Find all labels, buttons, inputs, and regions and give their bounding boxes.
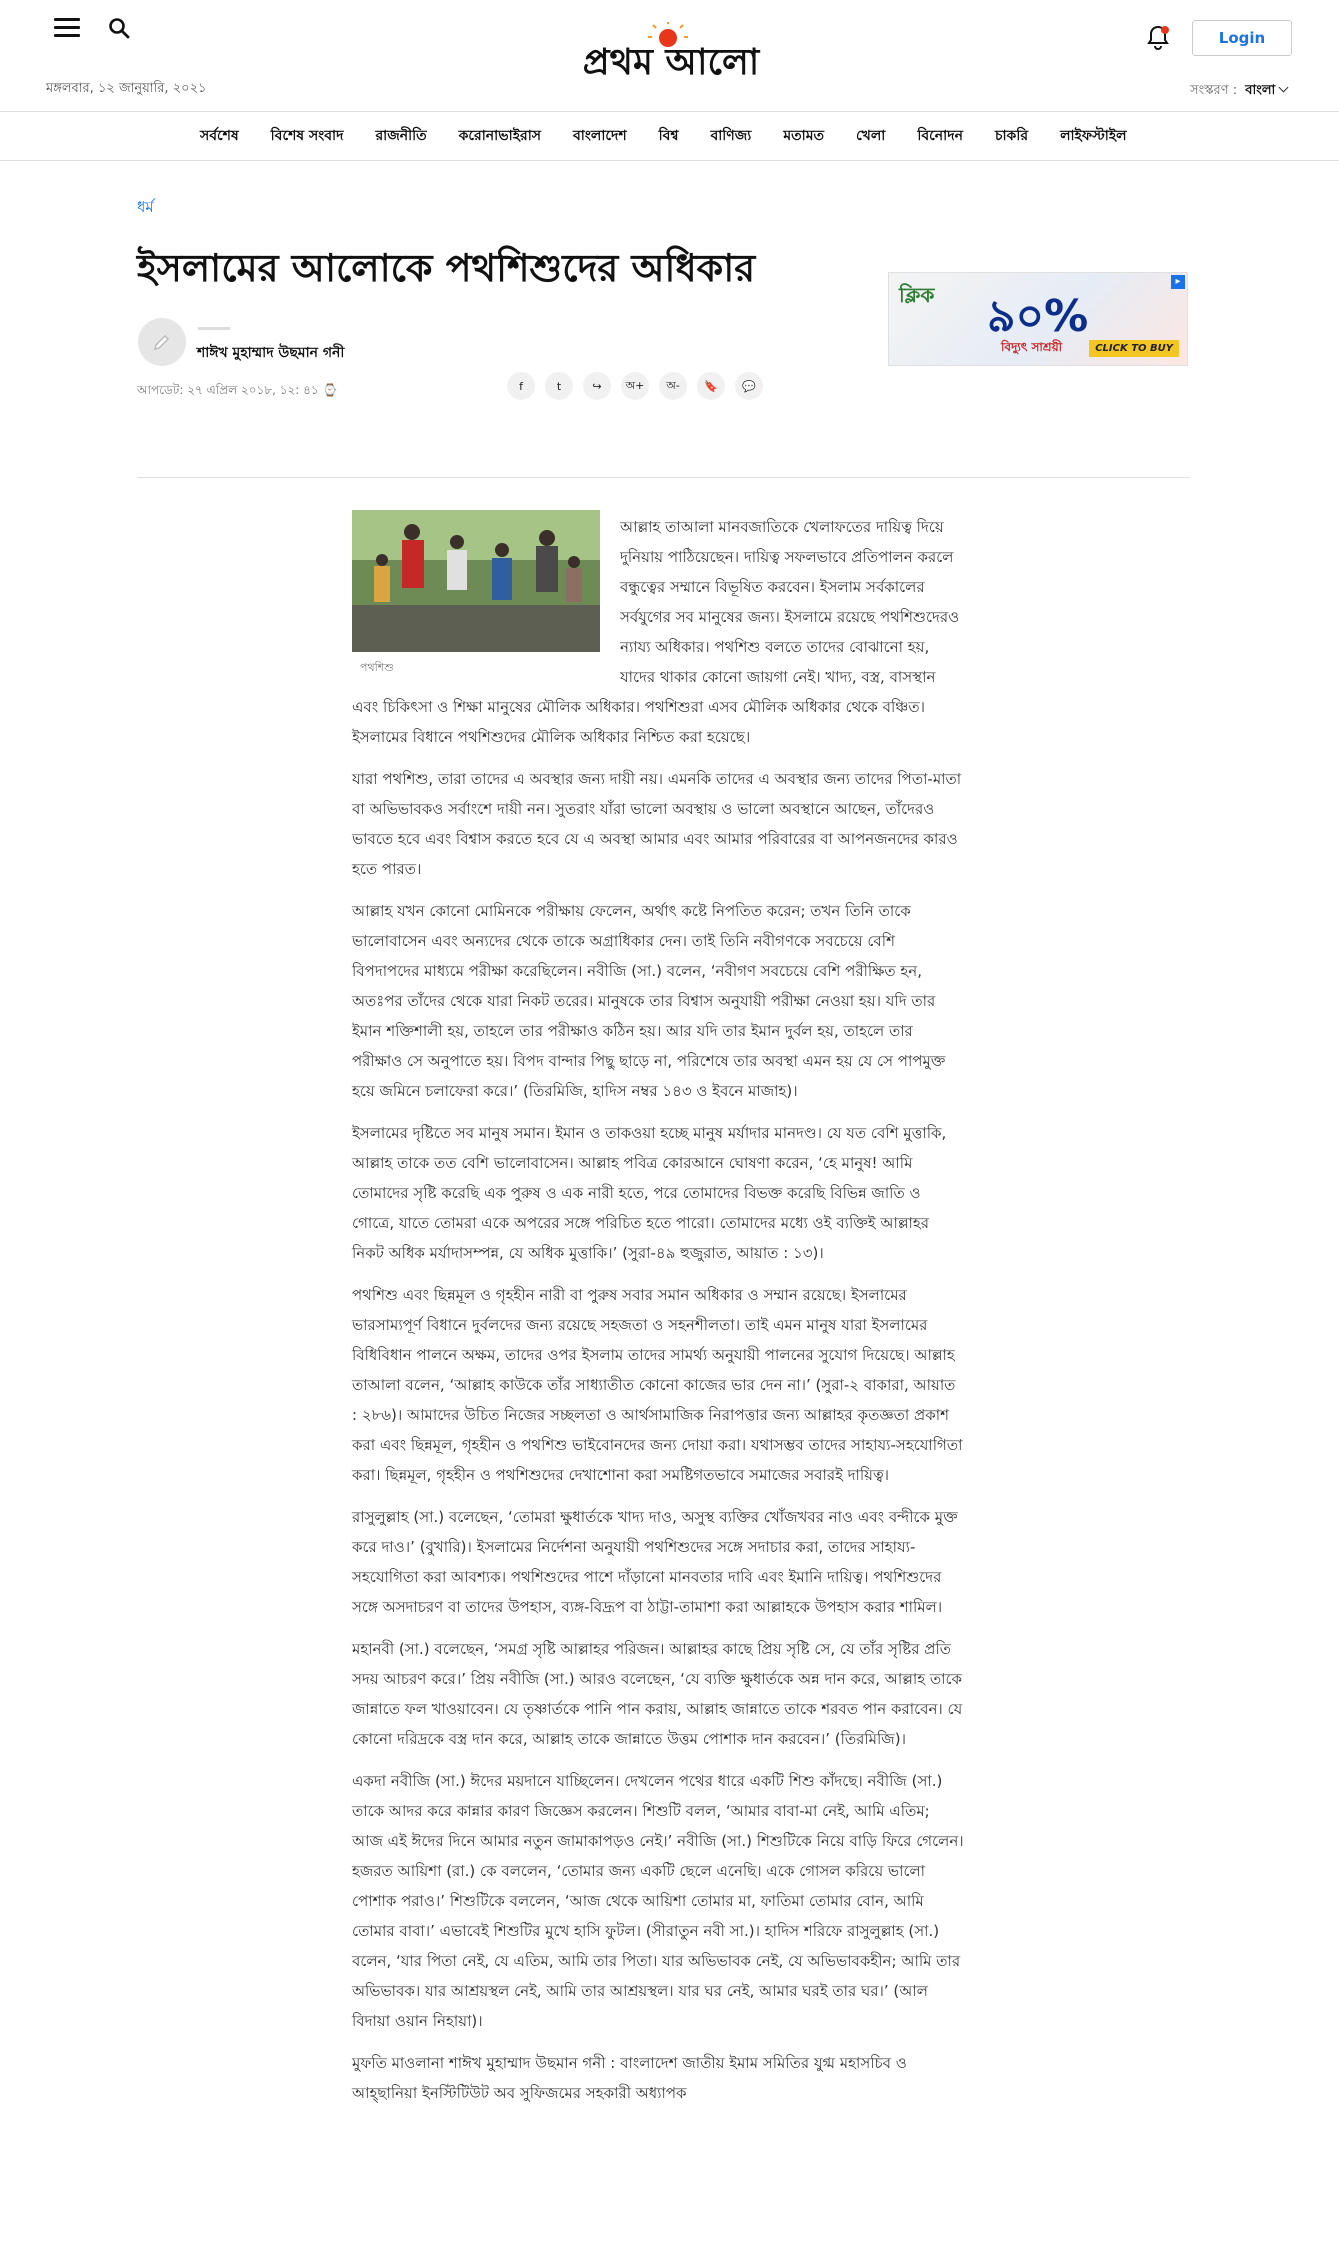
share-toolbar bbox=[507, 372, 763, 400]
article-paragraph: যারা পথশিশু, তারা তাদের এ অবস্থার জন্য দায়ী নয়। এমনকি তাদের এ অবস্থার জন্য তাদের পিতা-মাতা বা অভিভাবকও সর্বাংশে দায়ী নন। সুতরাং যাঁরা ভালো অবস্থায় ও ভালো অবস্থানে আছেন, তাঁদেরও ভাবতে হবে এবং বিশ্বাস করতে হবে যে এ অবস্থা আমার এবং আমার পরিবারের বা আপনজনদের কারও হতে পারত। bbox=[352, 770, 962, 878]
article-paragraph: মহানবী (সা.) বলেছেন, ‘সমগ্র সৃষ্টি আল্লাহর পরিজন। আল্লাহর কাছে প্রিয় সৃষ্টি সে, যে তাঁর সৃষ্টির প্রতি সদয় আচরণ করে।’ প্রিয় নবীজি (সা.) আরও বলেছেন, ‘যে ব্যক্তি ক্ষুধার্তকে অন্ন দান করে, আল্লাহ তাকে জান্নাতে ফল খাওয়াবেন। যে তৃষ্ণার্তকে পানি পান করায়, আল্লাহ জান্নাতে তাকে শরবত পান করাবেন। যে কোনো দরিদ্রকে বস্ত্র দান করে, আল্লাহ তাকে জান্নাতে উত্তম পোশাক দান করবেন।’ (তিরমিজি)। bbox=[352, 1640, 963, 1748]
nav-item-5[interactable]: বিশ্ব bbox=[658, 128, 679, 144]
article-body bbox=[352, 512, 964, 2120]
share-icon[interactable]: ↪ bbox=[583, 372, 611, 400]
site-logo[interactable] bbox=[536, 22, 806, 86]
author-name[interactable]: শাঈখ মুহাম্মাদ উছমান গনী bbox=[197, 345, 345, 361]
article-paragraph: আল্লাহ যখন কোনো মোমিনকে পরীক্ষায় ফেলেন, অর্থাৎ কষ্টে নিপতিত করেন; তখন তিনি তাকে ভালোবাসেন এবং অন্যদের থেকে তাকে অগ্রাধিকার দেন। তাই তিনি নবীগণকে সবচেয়ে বেশি বিপদাপদের মাধ্যমে পরীক্ষা করেছিলেন। নবীজি (সা.) বলেন, ‘নবীগণ সবচেয়ে বেশি পরীক্ষিত হন, অতঃপর তাঁদের থেকে যারা নিকট তরের। মানুষকে তার বিশ্বাস অনুযায়ী পরীক্ষা নেওয়া হয়। যদি তার ইমান শক্তিশালী হয়, তাহলে তার পরীক্ষাও কঠিন হয়। আর যদি তার ইমান দুর্বল হয়, তাহলে তার পরীক্ষাও সে অনুপাতে হয়। বিপদ বান্দার পিছু ছাড়ে না, পরিশেষে তার অবস্থা এমন হয় যে সে পাপমুক্ত হয়ে জমিনে চলাফেরা করে।’ (তিরমিজি, হাদিস নম্বর ১৪৩ ও ইবনে মাজাহ)। bbox=[352, 902, 946, 1100]
article-paragraph: রাসুলুল্লাহ (সা.) বলেছেন, ‘তোমরা ক্ষুধার্তকে খাদ্য দাও, অসুস্থ ব্যক্তির খোঁজখবর নাও এবং বন্দীকে মুক্ত করে দাও।’ (বুখারি)। ইসলামের নির্দেশনা অনুযায়ী পথশিশুদের সঙ্গে সদাচার করা, তাদের সাহায্য-সহযোগিতা করা আবশ্যক। পথশিশুদের পাশে দাঁড়ানো মানবতার দাবি এবং ইমানি দায়িত্ব। পথশিশুদের সঙ্গে অসদাচরণ বা তাদের উপহাস, ব্যঙ্গ-বিদ্রূপ বা ঠাট্টা-তামাশা করা আল্লাহকে উপহাস করার শামিল। bbox=[352, 1508, 958, 1616]
nav-item-2[interactable]: রাজনীতি bbox=[375, 128, 427, 144]
search-icon[interactable] bbox=[108, 17, 132, 41]
comment-icon[interactable]: 💬 bbox=[735, 372, 763, 400]
twitter-icon[interactable]: t bbox=[545, 372, 573, 400]
article-paragraph: মুফতি মাওলানা শাঈখ মুহাম্মাদ উছমান গনী : বাংলাদেশ জাতীয় ইমাম সমিতির যুগ্ম মহাসচিব ও আহ্ছানিয়া ইনস্টিটিউট অব সুফিজমের সহকারী অধ্যাপক bbox=[352, 2054, 907, 2102]
main-navigation bbox=[0, 111, 1339, 161]
font-decrease-icon[interactable]: অ- bbox=[659, 372, 687, 400]
pencil-icon bbox=[151, 331, 173, 353]
article-paragraph: আল্লাহ তাআলা মানবজাতিকে খেলাফতের দায়িত্ব দিয়ে দুনিয়ায় পাঠিয়েছেন। দায়িত্ব সফলভাবে প্রতিপালন করলে বন্ধুত্বের সম্মানে বিভূষিত করবেন। ইসলাম সর্বকালের সর্বযুগের সব মানুষের জন্য। ইসলামে রয়েছে পথশিশুদেরও ন্যায্য অধিকার। পথশিশু বলতে তাদের বোঝানো হয়, যাদের থাকার কোনো জায়গা নেই। খাদ্য, বস্ত্র, বাসস্থান এবং চিকিৎসা ও শিক্ষা মানুষের মৌলিক অধিকার। পথশিশুরা এসব মৌলিক অধিকার থেকে বঞ্চিত। ইসলামের বিধানে পথশিশুদের মৌলিক অধিকার নিশ্চিত করা হয়েছে। bbox=[352, 518, 960, 746]
ad-brand: ক্লিক bbox=[899, 283, 935, 307]
nav-item-10[interactable]: চাকরি bbox=[994, 128, 1029, 144]
edition-value: বাংলা bbox=[1245, 83, 1276, 98]
advertisement-banner[interactable] bbox=[888, 272, 1188, 366]
article-title: ইসলামের আলোকে পথশিশুদের অধিকার bbox=[137, 246, 756, 290]
nav-item-7[interactable]: মতামত bbox=[783, 128, 824, 144]
article-paragraph: একদা নবীজি (সা.) ঈদের ময়দানে যাচ্ছিলেন। দেখলেন পথের ধারে একটি শিশু কাঁদছে। নবীজি (সা.) তাকে আদর করে কান্নার কারণ জিজ্ঞেস করলেন। শিশুটি বলল, ‘আমার বাবা-মা নেই, আমি এতিম; আজ এই ঈদের দিনে আমার নতুন জামাকাপড়ও নেই।’ নবীজি (সা.) শিশুটিকে নিয়ে বাড়ি ফিরে গেলেন। হজরত আয়িশা (রা.) কে বললেন, ‘তোমার জন্য একটি ছেলে এনেছি। একে গোসল করিয়ে ভালো পোশাক পরাও।’ শিশুটিকে বললেন, ‘আজ থেকে আয়িশা তোমার মা, ফাতিমা তোমার বোন, আমি তোমার বাবা।’ এভাবেই শিশুটির মুখে হাসি ফুটল। (সীরাতুন নবী সা.)। হাদিস শরিফে রাসুলুল্লাহ (সা.) বলেন, ‘যার পিতা নেই, যে এতিম, আমি তার পিতা। যার অভিভাবক নেই, যে অভিভাবকহীন; আমি তার অভিভাবক। যার আশ্রয়স্থল নেই, আমি তার আশ্রয়স্থল। যার ঘর নেই, আমার ঘরই তার ঘর।’ (আল বিদায়া ওয়ান নিহায়া)। bbox=[352, 1772, 964, 2030]
font-increase-icon[interactable]: অ+ bbox=[621, 372, 649, 400]
edition-selector[interactable]: সংস্করণ : বাংলা bbox=[1190, 81, 1287, 102]
author-divider bbox=[198, 327, 230, 330]
author-avatar bbox=[138, 318, 186, 366]
ad-headline: ৯০% bbox=[987, 291, 1089, 342]
ad-cta[interactable]: CLICK TO BUY bbox=[1089, 340, 1179, 357]
login-button[interactable]: Login bbox=[1192, 20, 1292, 56]
edition-label: সংস্করণ bbox=[1190, 83, 1229, 98]
chevron-down-icon bbox=[1279, 83, 1289, 93]
article-category[interactable]: ধর্ম bbox=[137, 198, 154, 216]
nav-item-8[interactable]: খেলা bbox=[856, 128, 886, 144]
nav-item-9[interactable]: বিনোদন bbox=[917, 128, 963, 144]
updated-timestamp: আপডেট: ২৭ এপ্রিল ২০১৮, ১২: ৪১ ⌚ bbox=[137, 383, 338, 397]
ad-choices-icon[interactable]: ▸ bbox=[1171, 275, 1185, 289]
nav-item-4[interactable]: বাংলাদেশ bbox=[573, 128, 627, 144]
bookmark-icon[interactable]: 🔖 bbox=[697, 372, 725, 400]
nav-item-3[interactable]: করোনাভাইরাস bbox=[458, 128, 542, 144]
section-divider bbox=[137, 477, 1189, 478]
nav-item-1[interactable]: বিশেষ সংবাদ bbox=[270, 128, 344, 144]
nav-item-6[interactable]: বাণিজ্য bbox=[710, 128, 752, 144]
image-caption: পথশিশু bbox=[360, 661, 394, 674]
current-date: মঙ্গলবার, ১২ জানুয়ারি, ২০২১ bbox=[46, 81, 207, 96]
clock-icon: ⌚ bbox=[322, 383, 338, 397]
nav-item-0[interactable]: সর্বশেষ bbox=[200, 128, 239, 144]
nav-item-11[interactable]: লাইফস্টাইল bbox=[1060, 128, 1127, 144]
menu-icon[interactable] bbox=[54, 18, 80, 38]
facebook-icon[interactable]: f bbox=[507, 372, 535, 400]
svg-text:প্রথম আলো: প্রথম আলো bbox=[582, 42, 760, 83]
article-paragraph: পথশিশু এবং ছিন্নমূল ও গৃহহীন নারী বা পুরুষ সবার সমান অধিকার ও সম্মান রয়েছে। ইসলামের ভারসাম্যপূর্ণ বিধানে দুর্বলদের জন্য রয়েছে সহজতা ও সহনশীলতা। তাই এমন মানুষ যারা ইসলামের বিধিবিধান পালনে অক্ষম, তাদের ওপর ইসলাম তাদের সামর্থ্য অনুযায়ী পালনের সুযোগ দিয়েছে। আল্লাহ তাআলা বলেন, ‘আল্লাহ কাউকে তাঁর সাধ্যাতীত কোনো কাজের ভার দেন না।’ (সুরা-২ বাকারা, আয়াত : ২৮৬)। আমাদের উচিত নিজের সচ্ছলতা ও আর্থসামাজিক নিরাপত্তার জন্য আল্লাহর কৃতজ্ঞতা প্রকাশ করা এবং ছিন্নমূল, গৃহহীন ও পথশিশু ভাইবোনদের জন্য দোয়া করা। যথাসম্ভব তাদের সাহায্য-সহযোগিতা করা। ছিন্নমূল, গৃহহীন ও পথশিশুদের দেখাশোনা করা সমষ্টিগতভাবে সমাজের সবারই দায়িত্ব। bbox=[352, 1286, 963, 1484]
ad-tagline: বিদ্যুৎ সাশ্রয়ী bbox=[1001, 340, 1063, 354]
notification-bell-icon[interactable] bbox=[1145, 24, 1171, 52]
article-paragraph: ইসলামের দৃষ্টিতে সব মানুষ সমান। ইমান ও তাকওয়া হচ্ছে মানুষ মর্যাদার মানদণ্ড। যে যত বেশি মুত্তাকি, আল্লাহ তাকে তত বেশি ভালোবাসেন। আল্লাহ পবিত্র কোরআনে ঘোষণা করেন, ‘হে মানুষ! আমি তোমাদের সৃষ্টি করেছি এক পুরুষ ও এক নারী হতে, পরে তোমাদের বিভক্ত করেছি বিভিন্ন জাতি ও গোত্রে, যাতে তোমরা একে অপরের সঙ্গে পরিচিত হতে পারো। তোমাদের মধ্যে ওই ব্যক্তিই আল্লাহর নিকট অধিক মর্যাদাসম্পন্ন, যে অধিক মুত্তাকি।’ (সুরা-৪৯ হুজুরাত, আয়াত : ১৩)। bbox=[352, 1124, 947, 1262]
